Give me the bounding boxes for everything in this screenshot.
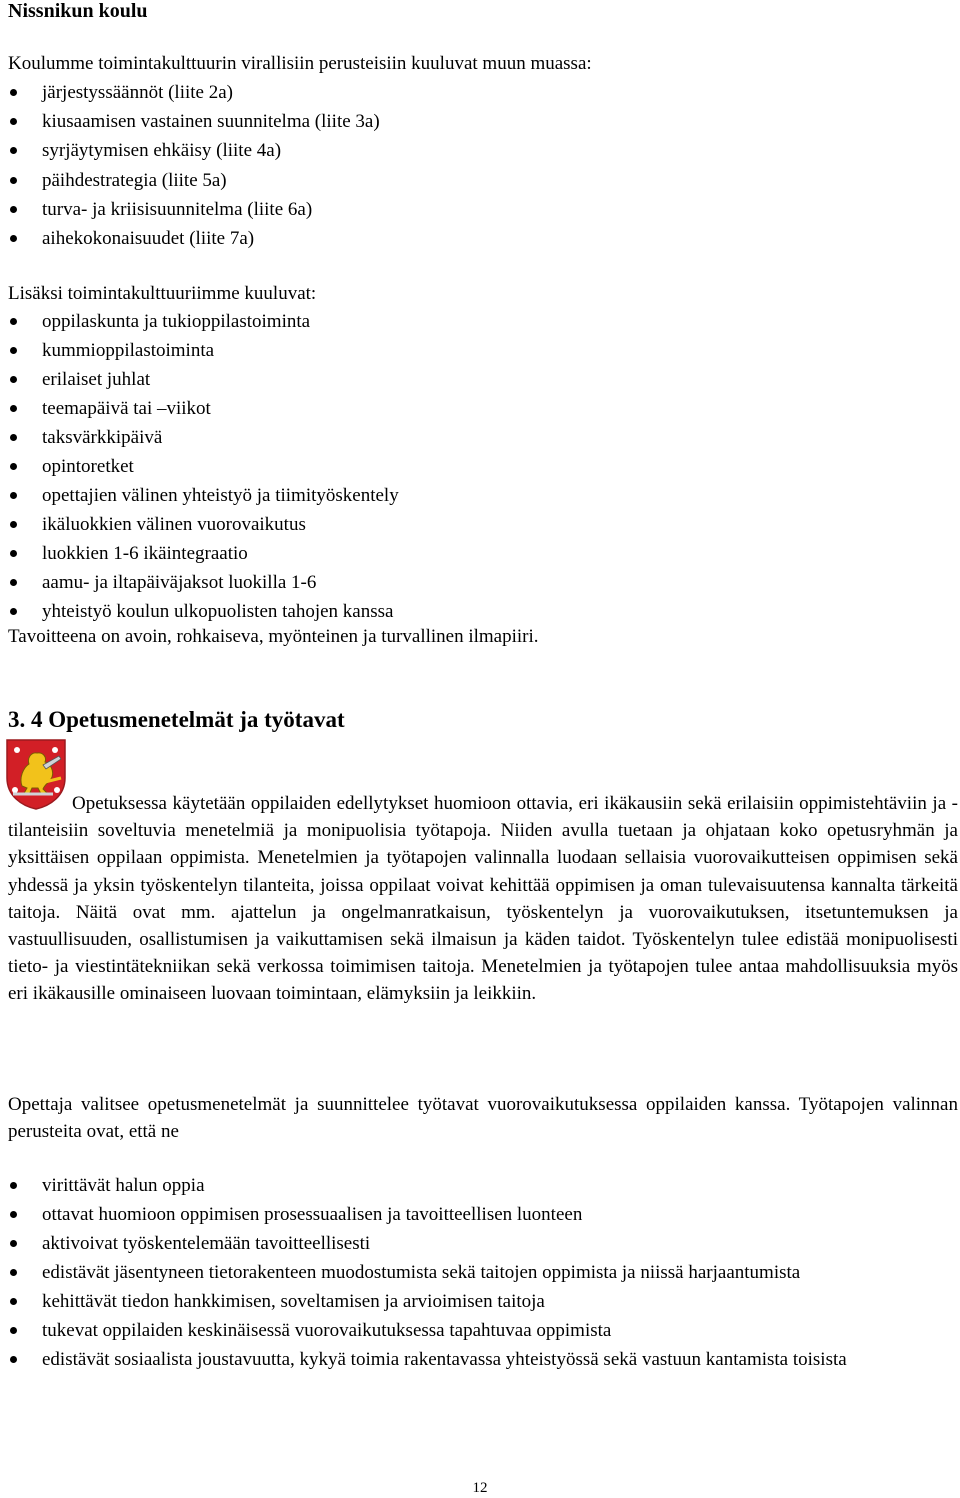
list-item: päihdestrategia (liite 5a) <box>8 166 380 195</box>
paragraph-1 <box>8 790 958 1008</box>
list-item: kehittävät tiedon hankkimisen, soveltamisen ja arvioimisen taitoja <box>8 1287 958 1316</box>
list-item: aktivoivat työskentelemään tavoitteellisesti <box>8 1229 958 1258</box>
section-heading: 3. 4 Opetusmenetelmät ja työtavat <box>8 707 345 732</box>
list-item: syrjäytymisen ehkäisy (liite 4a) <box>8 136 380 165</box>
goal-text: Tavoitteena on avoin, rohkaiseva, myönteinen ja turvallinen ilmapiiri. <box>8 626 539 647</box>
official-basis-list <box>8 78 380 253</box>
list-item: edistävät sosiaalista joustavuutta, kykyä toimia rakentavassa yhteistyössä sekä vastuun kantamista toisista <box>8 1345 958 1374</box>
list-item: aamu- ja iltapäiväjaksot luokilla 1-6 <box>8 568 399 597</box>
list-item: turva- ja kriisisuunnitelma (liite 6a) <box>8 195 380 224</box>
list-item: taksvärkkipäivä <box>8 423 399 452</box>
intro-text: Koulumme toimintakulttuurin virallisiin perusteisiin kuuluvat muun muassa: <box>8 53 592 74</box>
paragraph-2: Opettaja valitsee opetusmenetelmät ja suunnittelee työtavat vuorovaikutuksessa oppilaiden kanssa. Työtapojen valinnan perusteita ovat, että ne <box>8 1094 958 1143</box>
list-item: oppilaskunta ja tukioppilastoiminta <box>8 307 399 336</box>
list-item: erilaiset juhlat <box>8 365 399 394</box>
list-item: järjestyssäännöt (liite 2a) <box>8 78 380 107</box>
list-item: edistävät jäsentyneen tietorakenteen muodostumista sekä taitojen oppimista ja niissä harjaantumista <box>8 1258 958 1287</box>
culture-intro-text: Lisäksi toimintakulttuuriimme kuuluvat: <box>8 283 317 304</box>
criteria-list <box>8 1171 958 1374</box>
list-item: yhteistyö koulun ulkopuolisten tahojen kanssa <box>8 597 399 626</box>
list-item: virittävät halun oppia <box>8 1171 958 1200</box>
list-item: luokkien 1-6 ikäintegraatio <box>8 539 399 568</box>
list-item: kiusaamisen vastainen suunnitelma (liite 3a) <box>8 107 380 136</box>
page-number: 12 <box>472 1480 488 1496</box>
list-item: ottavat huomioon oppimisen prosessuaalisen ja tavoitteellisen luonteen <box>8 1200 958 1229</box>
list-item: ikäluokkien välinen vuorovaikutus <box>8 510 399 539</box>
list-item: tukevat oppilaiden keskinäisessä vuorovaikutuksessa tapahtuvaa oppimista <box>8 1316 958 1345</box>
paragraph-1-text: Opetuksessa käytetään oppilaiden edellytykset huomioon ottavia, eri ikäkausiin sekä erilaisiin oppimistehtäviin ja -tilanteisiin soveltuvia menetelmiä ja monipuolisia työtapoja. Niiden avulla tuetaan ja ohjataan koko opetusryhmän ja yksittäisen oppilaan oppimista. Menetelmien ja työtapojen valinnalla luodaan sellaisia vuorovaikutteisen oppimisen sekä yhdessä ja yksin työskentelyn tilanteita, joissa oppilaat voivat kehittää oppimisen ja oman tulevaisuutensa kannalta tärkeitä taitoja. Näitä ovat mm. ajattelun ja ongelmanratkaisun, työskentelyn ja vuorovaikutuksen, itsetuntemuksen ja vastuullisuuden, osallistumisen ja vaikuttamisen sekä ilmaisun ja käden taidot. Työskentelyn tulee edistää monipuolisesti tieto- ja viestintätekniikan sekä verkossa toimimisen taitoja. Menetelmien ja työtapojen tulee antaa mahdollisuuksia myös eri ikäkausille ominaiseen luovaan toimintaan, elämyksiin ja leikkiin. <box>8 793 958 1005</box>
list-item: opintoretket <box>8 452 399 481</box>
list-item: aihekokonaisuudet (liite 7a) <box>8 224 380 253</box>
culture-list <box>8 307 399 626</box>
list-item: opettajien välinen yhteistyö ja tiimityöskentely <box>8 481 399 510</box>
list-item: kummioppilastoiminta <box>8 336 399 365</box>
list-item: teemapäivä tai –viikot <box>8 394 399 423</box>
document-title: Nissnikun koulu <box>8 0 148 22</box>
